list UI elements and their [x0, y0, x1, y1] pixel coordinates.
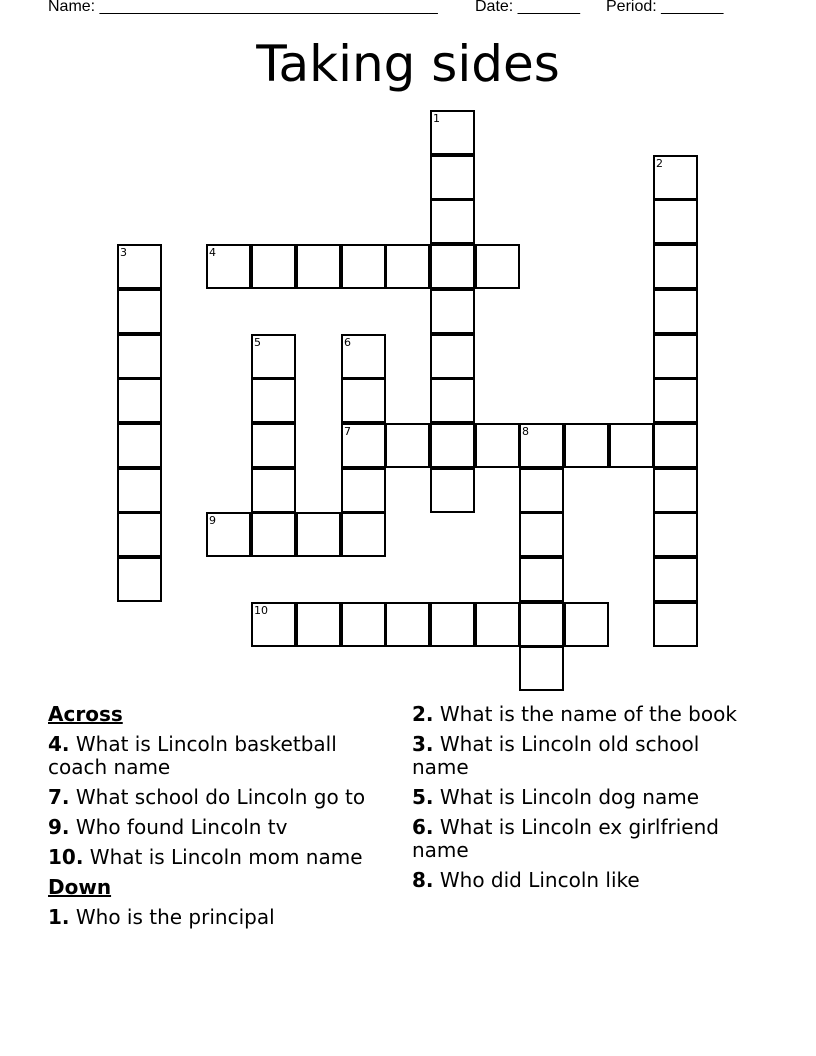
crossword-cell: [341, 423, 386, 468]
name-field-label: Name: ______________________________________: [48, 0, 438, 15]
crossword-cell: [385, 423, 430, 468]
crossword-cell: [653, 334, 698, 379]
crossword-cell: [519, 557, 564, 602]
clues-right-column: [412, 703, 762, 899]
clue-number: 5: [254, 336, 261, 349]
crossword-cell: [430, 334, 475, 379]
crossword-cell: [251, 468, 296, 513]
clue-number: 3: [120, 246, 127, 259]
crossword-cell: [653, 557, 698, 602]
clue-number: 8: [522, 425, 529, 438]
crossword-cell: [341, 468, 386, 513]
crossword-cell: [117, 289, 162, 334]
crossword-cell: [564, 602, 609, 647]
crossword-cell: [385, 244, 430, 289]
crossword-cell: [653, 155, 698, 200]
crossword-cell: [251, 334, 296, 379]
clue-number: 1: [433, 112, 440, 125]
crossword-cell: [430, 468, 475, 513]
crossword-cell: [519, 602, 564, 647]
crossword-cell: [653, 423, 698, 468]
crossword-cell: [251, 244, 296, 289]
crossword-cell: [251, 512, 296, 557]
crossword-cell: [341, 602, 386, 647]
crossword-cell: [117, 378, 162, 423]
clue-number: 10: [254, 604, 268, 617]
crossword-cell: [206, 512, 251, 557]
crossword-cell: [296, 512, 341, 557]
crossword-cell: [430, 289, 475, 334]
clue-number: 2: [656, 157, 663, 170]
crossword-cell: [653, 244, 698, 289]
period-field-label: Period: _______: [606, 0, 724, 15]
crossword-cell: [519, 468, 564, 513]
crossword-cell: [341, 244, 386, 289]
crossword-cell: [296, 244, 341, 289]
crossword-cell: [430, 423, 475, 468]
crossword-cell: [519, 423, 564, 468]
clues-left-column: [48, 703, 393, 936]
crossword-cell: [251, 423, 296, 468]
clue-down-8: 8. Who did Lincoln like: [412, 868, 640, 892]
crossword-cell: [251, 378, 296, 423]
crossword-cell: [117, 334, 162, 379]
crossword-cell: [475, 423, 520, 468]
crossword-cell: [430, 199, 475, 244]
clue-number: 6: [344, 336, 351, 349]
clue-down-3: 3. What is Lincoln old school name: [412, 732, 700, 779]
clue-across-7: 7. What school do Lincoln go to: [48, 785, 366, 809]
crossword-cell: [519, 646, 564, 691]
crossword-cell: [117, 423, 162, 468]
clue-across-9: 9. Who found Lincoln tv: [48, 815, 288, 839]
clue-down-2: 2. What is the name of the book: [412, 702, 737, 726]
crossword-cell: [564, 423, 609, 468]
crossword-cell: [341, 512, 386, 557]
crossword-cell: [475, 602, 520, 647]
crossword-cell: [653, 602, 698, 647]
crossword-cell: [653, 289, 698, 334]
across-heading: Across: [48, 702, 123, 726]
clue-down-6: 6. What is Lincoln ex girlfriend name: [412, 815, 719, 862]
crossword-cell: [117, 512, 162, 557]
crossword-cell: [117, 468, 162, 513]
crossword-cell: [430, 110, 475, 155]
crossword-cell: [475, 244, 520, 289]
crossword-cell: [341, 334, 386, 379]
clue-number: 9: [209, 514, 216, 527]
crossword-cell: [519, 512, 564, 557]
crossword-cell: [385, 602, 430, 647]
crossword-cell: [430, 602, 475, 647]
crossword-cell: [653, 199, 698, 244]
clue-across-4: 4. What is Lincoln basketball coach name: [48, 732, 337, 779]
crossword-cell: [653, 378, 698, 423]
crossword-cell: [296, 602, 341, 647]
crossword-cell: [117, 557, 162, 602]
date-field-label: Date: _______: [475, 0, 580, 15]
down-heading: Down: [48, 875, 112, 899]
clue-down-1: 1. Who is the principal: [48, 905, 275, 929]
puzzle-title: Taking sides: [256, 35, 560, 93]
crossword-cell: [653, 468, 698, 513]
clue-number: 4: [209, 246, 216, 259]
clue-down-5: 5. What is Lincoln dog name: [412, 785, 700, 809]
crossword-cell: [430, 378, 475, 423]
crossword-cell: [430, 244, 475, 289]
clue-number: 7: [344, 425, 351, 438]
crossword-cell: [341, 378, 386, 423]
clue-across-10: 10. What is Lincoln mom name: [48, 845, 363, 869]
crossword-cell: [117, 244, 162, 289]
crossword-cell: [430, 155, 475, 200]
crossword-cell: [653, 512, 698, 557]
crossword-cell: [206, 244, 251, 289]
crossword-cell: [251, 602, 296, 647]
crossword-cell: [609, 423, 654, 468]
